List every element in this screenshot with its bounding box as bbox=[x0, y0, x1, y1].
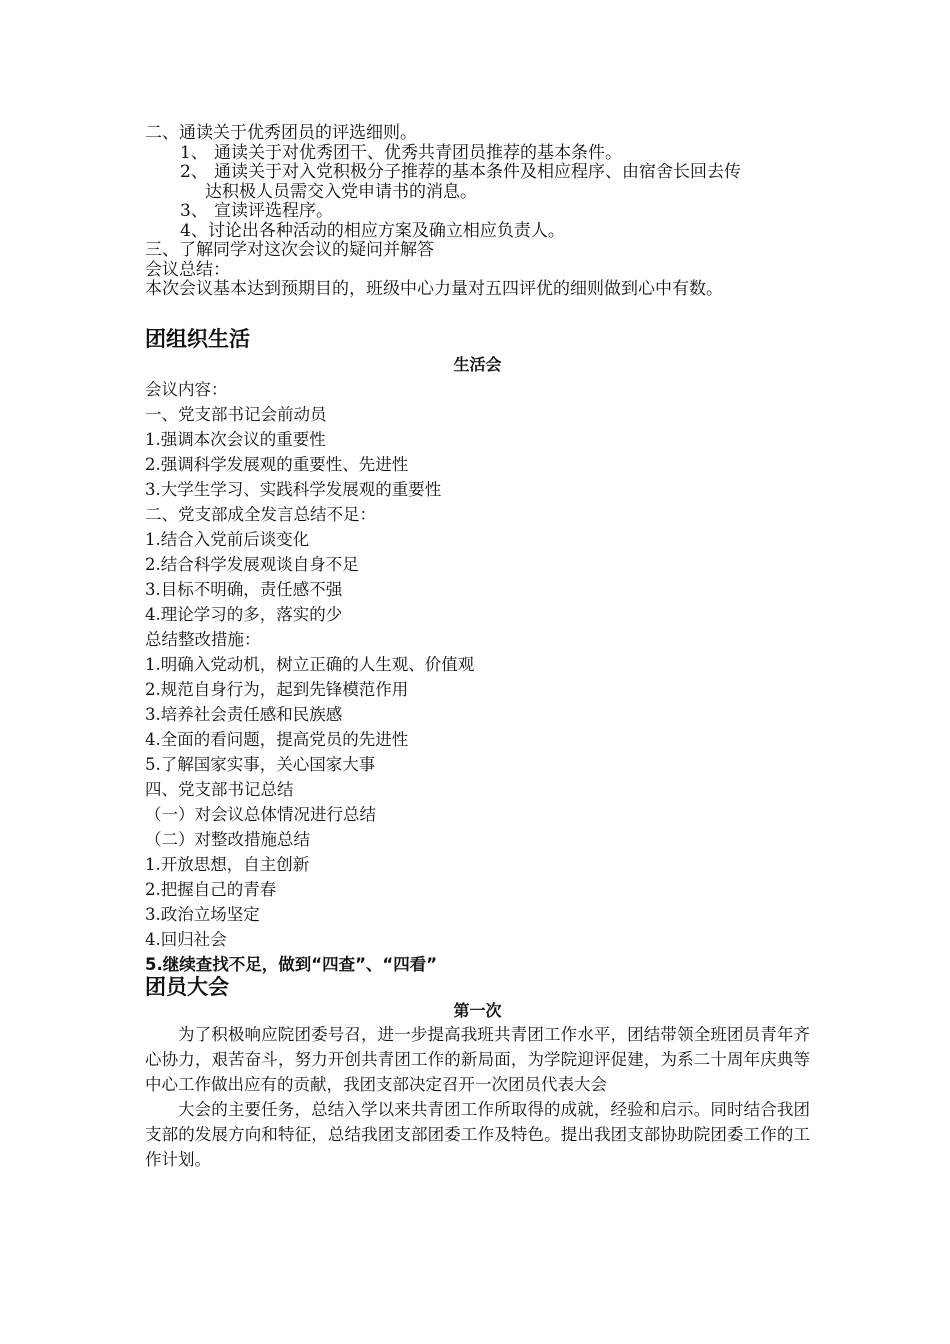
member-meeting-subtitle: 第一次 bbox=[453, 1001, 502, 1020]
list-item-number: 2、 bbox=[180, 162, 208, 182]
group-life-content bbox=[145, 377, 810, 952]
evaluation-section bbox=[145, 124, 810, 300]
group-life-section bbox=[145, 326, 810, 977]
content-line: 1.开放思想，自主创新 bbox=[145, 855, 310, 874]
section-heading-two: 二、通读关于优秀团员的评选细则。 bbox=[145, 123, 417, 143]
member-meeting-paragraph: 为了积极响应院团委号召，进一步提高我班共青团工作水平，团结带领全班团员青年齐心协力，艰苦奋斗，努力开创共青团工作的新局面，为学院迎评促建，为系二十周年庆典等中心工作做出应有的贡献，我团支部决定召开一次团员代表大会 bbox=[145, 1025, 810, 1094]
content-line: 会议内容： bbox=[145, 380, 228, 399]
list-item-number: 3、 bbox=[180, 201, 208, 221]
summary-text: 本次会议基本达到预期目的，班级中心力量对五四评优的细则做到心中有数。 bbox=[145, 279, 723, 299]
content-line: 1.强调本次会议的重要性 bbox=[145, 430, 326, 449]
member-meeting-section bbox=[145, 974, 810, 1172]
content-line: 二、党支部成全发言总结不足： bbox=[145, 505, 376, 524]
content-line: 2.强调科学发展观的重要性、先进性 bbox=[145, 455, 409, 474]
content-line: 4.回归社会 bbox=[145, 930, 227, 949]
group-life-heading: 团组织生活 bbox=[145, 327, 250, 351]
list-item-number: 1、 bbox=[180, 142, 208, 163]
group-life-subtitle: 生活会 bbox=[453, 355, 502, 374]
member-meeting-paragraph: 大会的主要任务，总结入学以来共青团工作所取得的成就，经验和启示。同时结合我团支部的发展方向和特征，总结我团支部团委工作及特色。提出我团支部协助院团委工作的工作计划。 bbox=[145, 1100, 810, 1169]
content-line: （一）对会议总体情况进行总结 bbox=[145, 805, 376, 824]
content-line: （二）对整改措施总结 bbox=[145, 830, 310, 849]
content-line: 4.全面的看问题，提高党员的先进性 bbox=[145, 730, 409, 749]
list-item bbox=[145, 144, 810, 164]
list-item bbox=[145, 202, 810, 222]
content-line: 一、党支部书记会前动员 bbox=[145, 405, 327, 424]
list-item-text: 通读关于对优秀团干、优秀共青团员推荐的基本条件。 bbox=[214, 142, 622, 163]
list-item-four: 4、讨论出各种活动的相应方案及确立相应负责人。 bbox=[180, 220, 565, 241]
content-line: 2.把握自己的青春 bbox=[145, 880, 277, 899]
content-line: 3.政治立场坚定 bbox=[145, 905, 260, 924]
content-line: 1.明确入党动机，树立正确的人生观、价值观 bbox=[145, 655, 475, 674]
list-item-text: 宣读评选程序。 bbox=[214, 201, 333, 221]
group-life-last-line: 5.继续查找不足，做到“四查”、“四看” bbox=[145, 955, 438, 974]
content-line: 四、党支部书记总结 bbox=[145, 780, 294, 799]
content-line: 2.结合科学发展观谈自身不足 bbox=[145, 555, 359, 574]
content-line: 3.大学生学习、实践科学发展观的重要性 bbox=[145, 480, 442, 499]
content-line: 4.理论学习的多，落实的少 bbox=[145, 605, 343, 624]
content-line: 3.培养社会责任感和民族感 bbox=[145, 705, 343, 724]
list-item bbox=[145, 163, 810, 183]
content-line: 2.规范自身行为，起到先锋模范作用 bbox=[145, 680, 409, 699]
content-line: 总结整改措施： bbox=[145, 630, 261, 649]
content-line: 1.结合入党前后谈变化 bbox=[145, 530, 310, 549]
section-heading-three: 三、了解同学对这次会议的疑问并解答 bbox=[145, 240, 434, 260]
content-line: 5.了解国家实事，关心国家大事 bbox=[145, 755, 376, 774]
member-meeting-heading: 团员大会 bbox=[145, 975, 229, 999]
list-item-text: 通读关于对入党积极分子推荐的基本条件及相应程序、由宿舍长回去传 bbox=[214, 162, 741, 182]
list-item-continuation: 达积极人员需交入党申请书的消息。 bbox=[205, 181, 477, 202]
content-line: 3.目标不明确，责任感不强 bbox=[145, 580, 343, 599]
summary-label: 会议总结： bbox=[145, 259, 230, 280]
